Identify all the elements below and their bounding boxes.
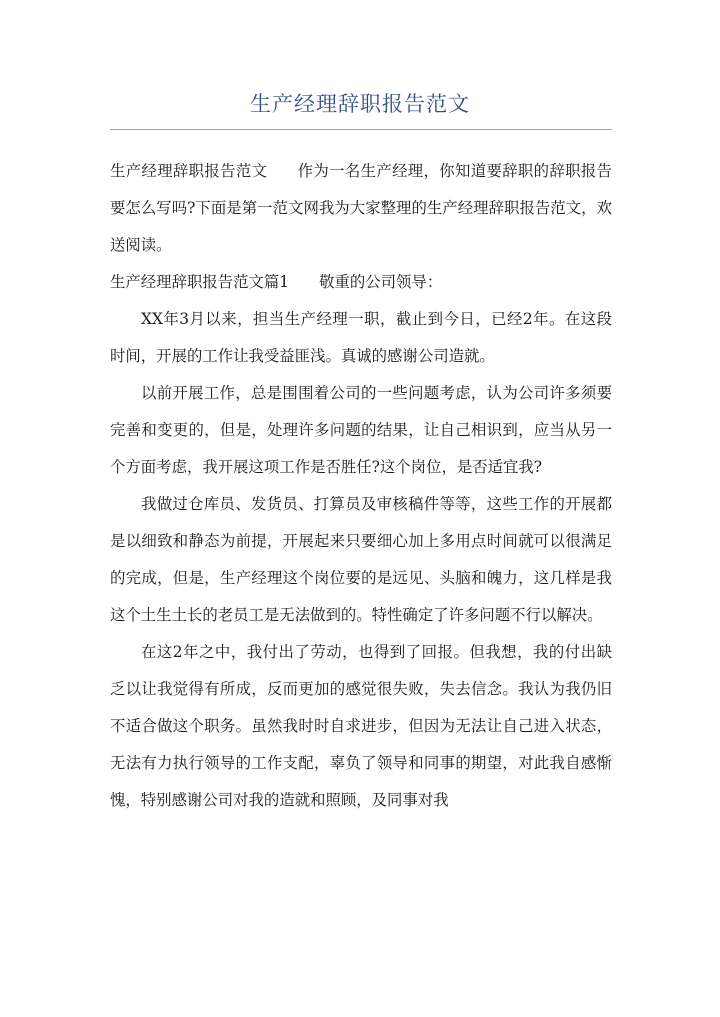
section-label: 生产经理辞职报告范文篇1	[110, 273, 290, 291]
intro-lead: 生产经理辞职报告范文	[110, 162, 268, 180]
intro-text: 作为一名生产经理，你知道要辞职的辞职报告要怎么写吗?下面是第一范文网我为大家整理的生产经理辞职报告范文，欢送阅读。	[110, 162, 612, 254]
intro-paragraph	[110, 153, 612, 264]
body-paragraph-1: XX年3月以来，担当生产经理一职，截止到今日，已经2年。在这段时间，开展的工作让我受益匪浅。真诚的感谢公司造就。	[110, 310, 612, 365]
title-divider	[110, 129, 612, 130]
document-title: 生产经理辞职报告范文	[250, 92, 470, 116]
document-body	[110, 153, 612, 819]
body-paragraph-2: 以前开展工作，总是围围着公司的一些问题考虑，认为公司许多须要完善和变更的，但是，处理许多问题的结果，让自己相识到，应当从另一个方面考虑，我开展这项工作是否胜任?这个岗位，是否适宜我?	[110, 384, 612, 476]
salutation: 敬重的公司领导：	[319, 273, 443, 291]
body-paragraph-4: 在这2年之中，我付出了劳动，也得到了回报。但我想，我的付出缺乏以让我觉得有所成，反而更加的感觉很失败，失去信念。我认为我仍旧不适合做这个职务。虽然我时时自求进步，但因为无法让自己进入状态，无法有力执行领导的工作支配，辜负了领导和同事的期望，对此我自感惭愧，特别感谢公司对我的造就和照顾，及同事对我	[110, 643, 612, 809]
section-heading	[110, 264, 612, 301]
body-paragraph-3: 我做过仓库员、发货员、打算员及审核稿件等等，这些工作的开展都是以细致和静态为前提，开展起来只要细心加上多用点时间就可以很满足的完成，但是，生产经理这个岗位要的是远见、头脑和魄力，这几样是我这个土生土长的老员工是无法做到的。特性确定了许多问题不行以解决。	[110, 495, 612, 624]
